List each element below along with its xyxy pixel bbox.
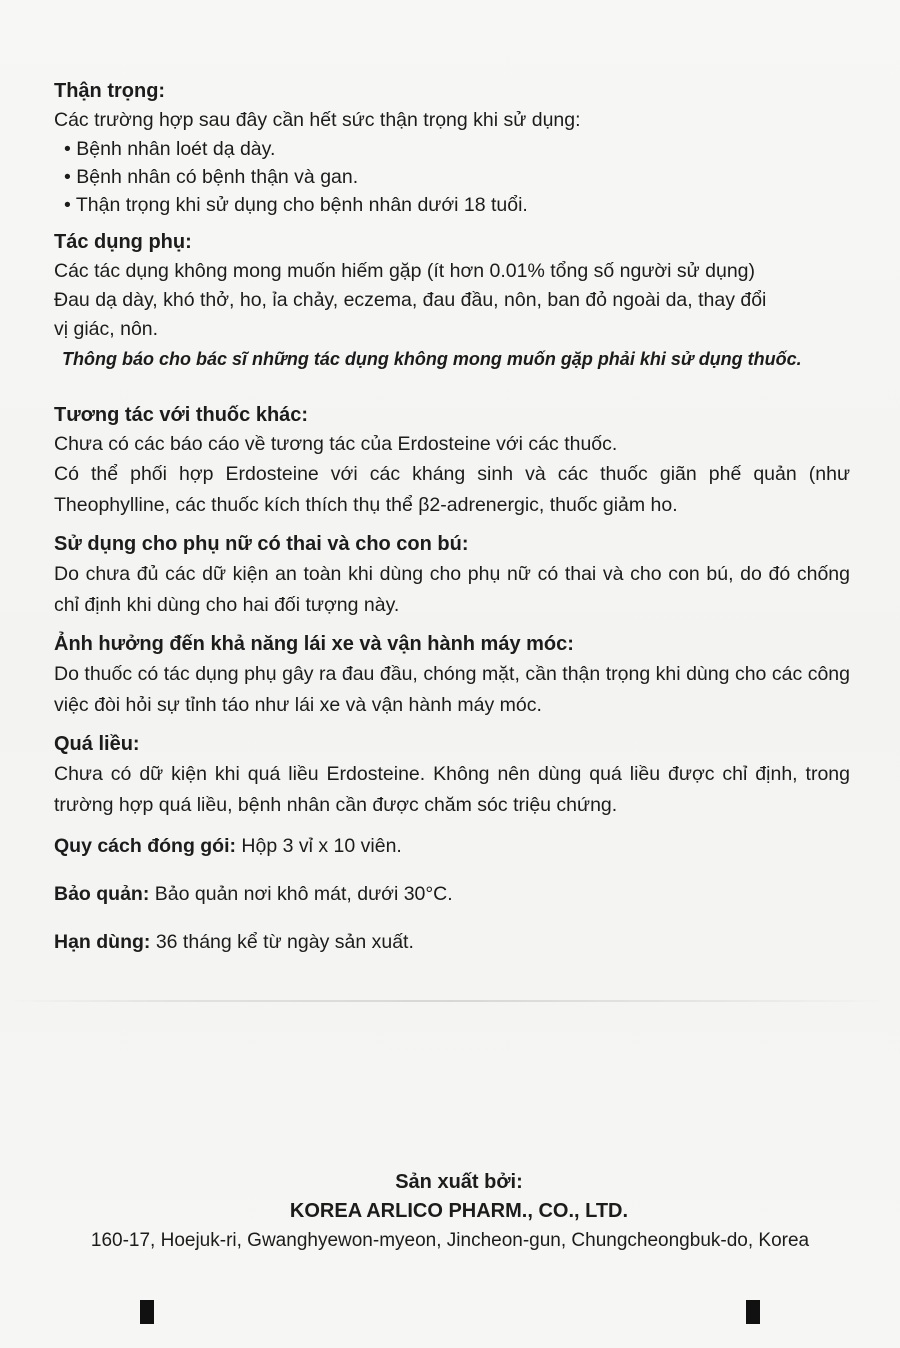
driving-section bbox=[54, 629, 850, 721]
pregnancy-section bbox=[54, 529, 850, 621]
side-effects-line: Đau dạ dày, khó thở, ho, ỉa chảy, eczema, đau đầu, nôn, ban đỏ ngoài da, thay đổi bbox=[54, 289, 767, 311]
packaging-row bbox=[54, 829, 850, 863]
interactions-paragraph: Có thể phối hợp Erdosteine với các kháng sinh và các thuốc giãn phế quản (như Theophylline, các thuốc kích thích thụ thể β2-adrenergic, thuốc giảm ho. bbox=[54, 463, 850, 516]
side-effects-section bbox=[54, 227, 850, 374]
caution-intro: Các trường hợp sau đây cần hết sức thận trọng khi sử dụng: bbox=[54, 109, 581, 131]
pregnancy-heading: Sử dụng cho phụ nữ có thai và cho con bú: bbox=[54, 533, 469, 555]
manufacturer-block bbox=[0, 1168, 900, 1256]
packaging-value: Hộp 3 vỉ x 10 viên. bbox=[236, 835, 402, 857]
leaflet-content bbox=[54, 76, 850, 959]
manufacturer-label: Sản xuất bởi: bbox=[395, 1171, 523, 1193]
interactions-heading: Tương tác với thuốc khác: bbox=[54, 404, 309, 426]
storage-label: Bảo quản: bbox=[54, 883, 150, 905]
side-effects-heading: Tác dụng phụ: bbox=[54, 231, 192, 253]
packaging-label: Quy cách đóng gói: bbox=[54, 835, 237, 857]
pregnancy-paragraph: Do chưa đủ các dữ kiện an toàn khi dùng cho phụ nữ có thai và cho con bú, do đó chống chỉ định khi dùng cho hai đối tượng này. bbox=[54, 563, 850, 616]
storage-row bbox=[54, 877, 850, 911]
paper-fold-line bbox=[0, 1000, 900, 1002]
side-effects-notice: Thông báo cho bác sĩ những tác dụng không mong muốn gặp phải khi sử dụng thuốc. bbox=[62, 349, 802, 369]
driving-paragraph: Do thuốc có tác dụng phụ gây ra đau đầu, chóng mặt, cần thận trọng khi dùng cho các công việc đòi hỏi sự tỉnh táo như lái xe và vận hành máy móc. bbox=[54, 663, 850, 716]
interactions-section bbox=[54, 400, 850, 521]
driving-heading: Ảnh hưởng đến khả năng lái xe và vận hành máy móc: bbox=[54, 633, 574, 655]
overdose-section bbox=[54, 729, 850, 821]
caution-heading: Thận trọng: bbox=[54, 80, 166, 102]
overdose-heading: Quá liều: bbox=[54, 733, 140, 755]
overdose-paragraph: Chưa có dữ kiện khi quá liều Erdosteine. Không nên dùng quá liều được chỉ định, trong trường hợp quá liều, bệnh nhân cần được chăm sóc triệu chứng. bbox=[54, 763, 850, 816]
caution-item: • Bệnh nhân loét dạ dày. bbox=[64, 138, 276, 160]
caution-item: • Thận trọng khi sử dụng cho bệnh nhân dưới 18 tuổi. bbox=[64, 194, 528, 216]
registration-mark-right bbox=[746, 1300, 760, 1324]
manufacturer-address: 160-17, Hoejuk-ri, Gwanghyewon-myeon, Jincheon-gun, Chungcheongbuk-do, Korea bbox=[90, 1230, 810, 1251]
storage-value: Bảo quản nơi khô mát, dưới 30°C. bbox=[149, 883, 453, 905]
caution-section bbox=[54, 76, 850, 219]
expiry-value: 36 tháng kể từ ngày sản xuất. bbox=[150, 931, 414, 953]
manufacturer-company: KOREA ARLICO PHARM., CO., LTD. bbox=[289, 1200, 629, 1222]
expiry-row bbox=[54, 925, 850, 959]
side-effects-line: vị giác, nôn. bbox=[54, 318, 159, 340]
side-effects-line: Các tác dụng không mong muốn hiếm gặp (ít hơn 0.01% tổng số người sử dụng) bbox=[54, 260, 756, 282]
expiry-label: Hạn dùng: bbox=[54, 931, 151, 953]
interactions-line: Chưa có các báo cáo về tương tác của Erdosteine với các thuốc. bbox=[54, 433, 618, 455]
registration-mark-left bbox=[140, 1300, 154, 1324]
caution-item: • Bệnh nhân có bệnh thận và gan. bbox=[64, 166, 359, 188]
